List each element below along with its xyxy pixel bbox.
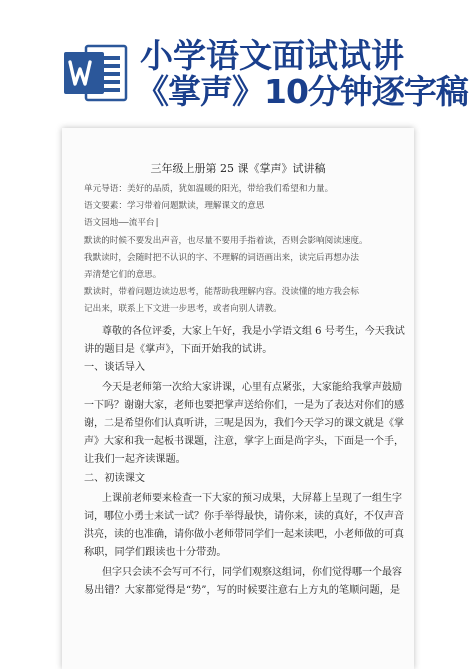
body-line: 谢，二是希望你们认真听讲，三呢是因为，我们今天学习的课文就是《掌: [84, 418, 404, 429]
word-document-icon: [62, 42, 128, 104]
body-line: 洪亮，读的也准确，请你做小老师带同学们一起来读吧，小老师做的可真: [84, 529, 404, 540]
section-heading: 二、初读课文: [84, 473, 146, 484]
body-line: 讲的题目是《掌声》，下面开始我的试讲。: [84, 344, 273, 355]
body-line: 默读时，带着问题边读边思考，能帮助我理解内容。没读懂的地方我会标: [84, 287, 360, 297]
body-line: 尊敬的各位评委，大家上午好，我是小学语文组 6 号考生，今天我试: [102, 326, 405, 337]
body-line: 弄清楚它们的意思。: [84, 270, 162, 280]
body-line: 称职，同学们跟读也十分带劲。: [84, 547, 227, 558]
banner-title-line2: 《掌声》10分钟逐字稿: [136, 72, 468, 111]
header-banner: [0, 0, 474, 128]
language-garden: 语文园地——流平台|: [84, 218, 160, 228]
body-line: 上课前老师要来检查一下大家的预习成果，大屏幕上呈现了一组生字: [102, 493, 402, 504]
body-line: 词，哪位小勇士来试一试？你手举得最快，请你来，读的真好，不仅声音: [84, 511, 404, 522]
language-elements: 语文要素：学习带着问题默读，理解课文的意思: [84, 201, 265, 211]
banner-title-line1: 小学语文面试试讲: [140, 36, 404, 75]
body-line: 易出错？大家都觉得是“势”，写的时候要注意右上方丸的笔顺问题，是: [84, 585, 401, 596]
unit-intro: 单元导语：美好的品质，犹如温暖的阳光，带给我们希望和力量。: [84, 184, 334, 194]
body-line: 让我们一起齐读课题。: [84, 454, 186, 465]
document-title: 三年级上册第 25 课《掌声》试讲稿: [150, 162, 326, 175]
body-line: 今天是老师第一次给大家讲课，心里有点紧张，大家能给我掌声鼓励: [102, 382, 402, 393]
document-page: [62, 128, 414, 669]
body-line: 默读的时候不要发出声音，也尽量不要用手指着读，否则会影响阅读速度。: [84, 236, 368, 246]
body-line: 声》大家和我一起板书课题，注意，掌字上面是尚字头，下面是一个手，: [84, 436, 404, 447]
section-heading: 一、谈话导入: [84, 362, 146, 373]
body-line: 但字只会读不会写可不行，同学们观察这组词，你们觉得哪一个最容: [102, 567, 402, 578]
body-line: 一下吗？谢谢大家，老师也要把掌声送给你们，一是为了表达对你们的感: [84, 400, 404, 411]
body-line: 我默读时，会随时把不认识的字、不理解的词语画出来，读完后再想办法: [84, 253, 360, 263]
body-line: 记出来，联系上下文进一步思考，或者向别人请教。: [84, 304, 282, 314]
